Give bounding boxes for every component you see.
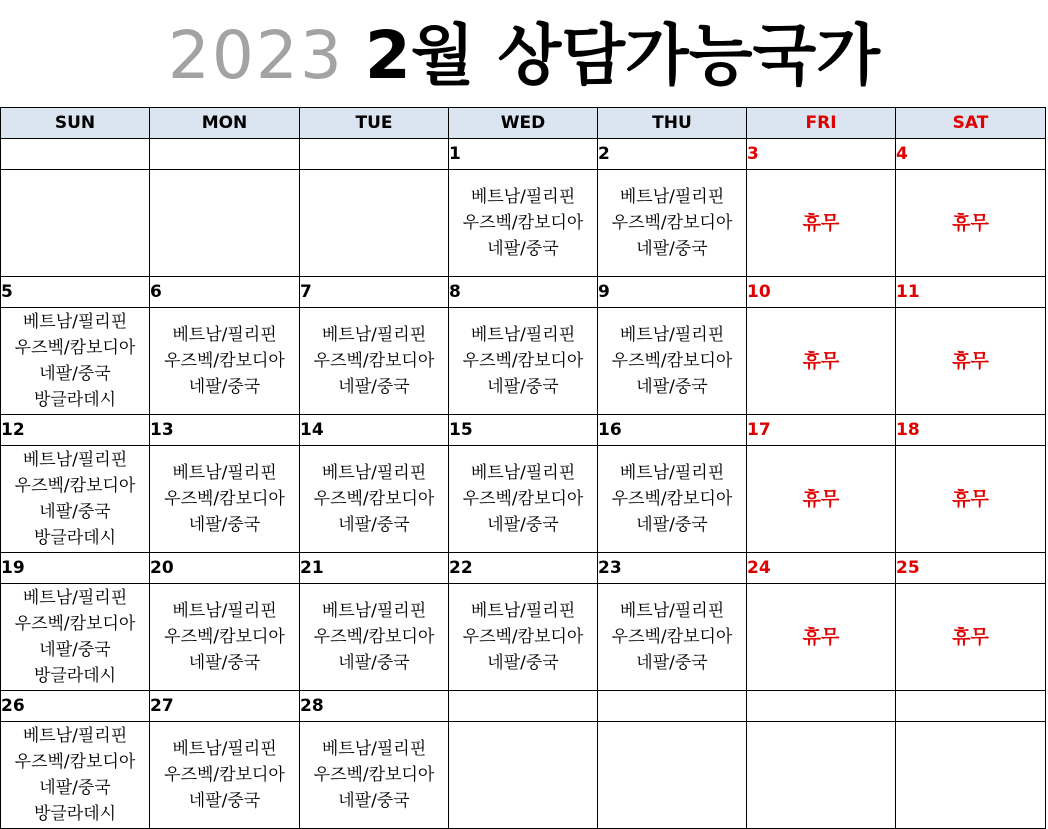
country-line: 베트남/필리핀 xyxy=(470,325,576,345)
day-cell xyxy=(300,308,449,415)
weekday-thu: THU xyxy=(598,108,747,139)
date-number-wed: 22 xyxy=(449,553,598,584)
day-cell xyxy=(1,722,150,829)
closed-label: 휴무 xyxy=(952,626,989,648)
date-number-wed xyxy=(449,691,598,722)
weekday-sat: SAT xyxy=(896,108,1046,139)
country-line: 방글라데시 xyxy=(33,528,117,548)
closed-label: 휴무 xyxy=(802,626,840,648)
country-line: 네팔/중국 xyxy=(338,515,410,535)
country-line: 베트남/필리핀 xyxy=(22,312,128,332)
closed-cell xyxy=(896,584,1046,691)
date-row xyxy=(1,139,1046,170)
country-line: 베트남/필리핀 xyxy=(22,450,128,470)
content-row xyxy=(1,446,1046,553)
date-number-sat: 11 xyxy=(896,277,1046,308)
day-cell xyxy=(1,308,150,415)
country-line: 베트남/필리핀 xyxy=(321,325,427,345)
day-cell xyxy=(150,584,300,691)
date-row xyxy=(1,691,1046,722)
day-cell xyxy=(449,308,598,415)
closed-label: 휴무 xyxy=(802,488,840,510)
date-number-sun: 26 xyxy=(1,691,150,722)
country-line: 우즈벡/캄보디아 xyxy=(313,765,435,785)
day-cell xyxy=(300,722,449,829)
date-number-thu: 9 xyxy=(598,277,747,308)
country-line: 우즈벡/캄보디아 xyxy=(462,489,584,509)
closed-cell xyxy=(896,308,1046,415)
date-number-mon: 6 xyxy=(150,277,300,308)
day-cell xyxy=(747,722,896,829)
date-number-fri: 24 xyxy=(747,553,896,584)
closed-cell xyxy=(896,446,1046,553)
country-line: 네팔/중국 xyxy=(188,653,261,673)
day-cell xyxy=(449,446,598,553)
country-line: 베트남/필리핀 xyxy=(619,601,725,621)
closed-cell xyxy=(896,170,1046,277)
calendar-body xyxy=(1,139,1046,829)
date-number-sat: 18 xyxy=(896,415,1046,446)
day-cell xyxy=(300,170,449,277)
date-number-sat: 4 xyxy=(896,139,1046,170)
country-line: 네팔/중국 xyxy=(636,515,708,535)
title-year: 2023 xyxy=(167,17,344,94)
country-line: 베트남/필리핀 xyxy=(22,726,128,746)
date-number-sun xyxy=(1,139,150,170)
country-line: 네팔/중국 xyxy=(487,239,559,259)
country-line: 우즈벡/캄보디아 xyxy=(462,351,584,371)
country-line: 베트남/필리핀 xyxy=(172,325,277,345)
weekday-sun: SUN xyxy=(1,108,150,139)
date-number-fri xyxy=(747,691,896,722)
closed-label: 휴무 xyxy=(952,212,989,234)
weekday-mon: MON xyxy=(150,108,300,139)
content-row xyxy=(1,170,1046,277)
country-line: 네팔/중국 xyxy=(39,502,111,522)
day-cell xyxy=(150,446,300,553)
content-row xyxy=(1,308,1046,415)
date-number-wed: 8 xyxy=(449,277,598,308)
day-cell xyxy=(896,722,1046,829)
date-number-thu: 2 xyxy=(598,139,747,170)
country-line: 우즈벡/캄보디아 xyxy=(14,476,136,496)
country-line: 우즈벡/캄보디아 xyxy=(313,351,435,371)
country-line: 우즈벡/캄보디아 xyxy=(14,614,136,634)
country-line: 베트남/필리핀 xyxy=(172,601,277,621)
country-line: 우즈벡/캄보디아 xyxy=(164,489,285,509)
country-line: 베트남/필리핀 xyxy=(172,739,277,759)
day-cell xyxy=(150,722,300,829)
date-number-wed: 15 xyxy=(449,415,598,446)
date-number-sat: 25 xyxy=(896,553,1046,584)
date-number-fri: 10 xyxy=(747,277,896,308)
day-cell xyxy=(598,584,747,691)
date-number-sun: 12 xyxy=(1,415,150,446)
date-number-thu: 16 xyxy=(598,415,747,446)
day-cell xyxy=(449,584,598,691)
date-row xyxy=(1,277,1046,308)
date-number-wed: 1 xyxy=(449,139,598,170)
closed-cell xyxy=(747,308,896,415)
day-cell xyxy=(598,170,747,277)
country-line: 네팔/중국 xyxy=(636,377,708,397)
date-number-tue: 14 xyxy=(300,415,449,446)
country-line: 우즈벡/캄보디아 xyxy=(164,765,285,785)
country-line: 베트남/필리핀 xyxy=(619,463,725,483)
country-line: 우즈벡/캄보디아 xyxy=(611,351,733,371)
country-line: 우즈벡/캄보디아 xyxy=(462,213,584,233)
country-line: 우즈벡/캄보디아 xyxy=(14,338,136,358)
country-line: 우즈벡/캄보디아 xyxy=(462,627,584,647)
country-line: 베트남/필리핀 xyxy=(22,588,128,608)
country-line: 우즈벡/캄보디아 xyxy=(14,752,136,772)
country-line: 네팔/중국 xyxy=(636,239,708,259)
date-number-mon: 20 xyxy=(150,553,300,584)
day-cell xyxy=(1,446,150,553)
date-number-sun: 5 xyxy=(1,277,150,308)
content-row xyxy=(1,584,1046,691)
date-number-mon: 13 xyxy=(150,415,300,446)
country-line: 네팔/중국 xyxy=(338,377,410,397)
date-number-mon xyxy=(150,139,300,170)
country-line: 베트남/필리핀 xyxy=(321,601,427,621)
day-cell xyxy=(1,170,150,277)
country-line: 네팔/중국 xyxy=(636,653,708,673)
weekday-fri: FRI xyxy=(747,108,896,139)
country-line: 우즈벡/캄보디아 xyxy=(164,351,285,371)
country-line: 우즈벡/캄보디아 xyxy=(611,213,733,233)
day-cell xyxy=(598,446,747,553)
closed-label: 휴무 xyxy=(802,350,840,372)
country-line: 방글라데시 xyxy=(33,666,117,686)
country-line: 베트남/필리핀 xyxy=(321,463,427,483)
day-cell xyxy=(300,584,449,691)
country-line: 베트남/필리핀 xyxy=(470,463,576,483)
country-line: 네팔/중국 xyxy=(338,791,410,811)
country-line: 우즈벡/캄보디아 xyxy=(611,627,733,647)
country-line: 방글라데시 xyxy=(33,804,117,824)
country-line: 베트남/필리핀 xyxy=(470,601,576,621)
day-cell xyxy=(449,170,598,277)
country-line: 네팔/중국 xyxy=(487,653,559,673)
day-cell xyxy=(598,722,747,829)
country-line: 네팔/중국 xyxy=(487,515,559,535)
country-line: 베트남/필리핀 xyxy=(619,187,725,207)
date-row xyxy=(1,415,1046,446)
country-line: 네팔/중국 xyxy=(188,377,261,397)
closed-cell xyxy=(747,584,896,691)
country-line: 네팔/중국 xyxy=(188,791,261,811)
closed-label: 휴무 xyxy=(952,350,989,372)
day-cell xyxy=(1,584,150,691)
country-line: 우즈벡/캄보디아 xyxy=(313,627,435,647)
date-number-tue: 28 xyxy=(300,691,449,722)
date-number-fri: 3 xyxy=(747,139,896,170)
weekday-header-row xyxy=(1,108,1046,139)
calendar-table xyxy=(0,107,1046,829)
country-line: 베트남/필리핀 xyxy=(321,739,427,759)
country-line: 네팔/중국 xyxy=(39,778,111,798)
day-cell xyxy=(449,722,598,829)
date-number-thu: 23 xyxy=(598,553,747,584)
date-row xyxy=(1,553,1046,584)
date-number-fri: 17 xyxy=(747,415,896,446)
closed-cell xyxy=(747,170,896,277)
country-line: 네팔/중국 xyxy=(188,515,261,535)
date-number-tue: 21 xyxy=(300,553,449,584)
country-line: 네팔/중국 xyxy=(39,640,111,660)
content-row xyxy=(1,722,1046,829)
country-line: 네팔/중국 xyxy=(39,364,111,384)
country-line: 우즈벡/캄보디아 xyxy=(164,627,285,647)
weekday-tue: TUE xyxy=(300,108,449,139)
day-cell xyxy=(598,308,747,415)
date-number-mon: 27 xyxy=(150,691,300,722)
country-line: 네팔/중국 xyxy=(338,653,410,673)
day-cell xyxy=(300,446,449,553)
day-cell xyxy=(150,308,300,415)
closed-label: 휴무 xyxy=(802,212,840,234)
country-line: 베트남/필리핀 xyxy=(172,463,277,483)
page-title xyxy=(0,8,1048,104)
weekday-wed: WED xyxy=(449,108,598,139)
date-number-tue xyxy=(300,139,449,170)
date-number-tue: 7 xyxy=(300,277,449,308)
day-cell xyxy=(150,170,300,277)
country-line: 베트남/필리핀 xyxy=(619,325,725,345)
country-line: 베트남/필리핀 xyxy=(470,187,576,207)
closed-label: 휴무 xyxy=(952,488,989,510)
country-line: 네팔/중국 xyxy=(487,377,559,397)
date-number-thu xyxy=(598,691,747,722)
closed-cell xyxy=(747,446,896,553)
date-number-sun: 19 xyxy=(1,553,150,584)
country-line: 방글라데시 xyxy=(33,390,117,410)
date-number-sat xyxy=(896,691,1046,722)
title-text: 2월 상담가능국가 xyxy=(364,17,881,94)
country-line: 우즈벡/캄보디아 xyxy=(313,489,435,509)
country-line: 우즈벡/캄보디아 xyxy=(611,489,733,509)
